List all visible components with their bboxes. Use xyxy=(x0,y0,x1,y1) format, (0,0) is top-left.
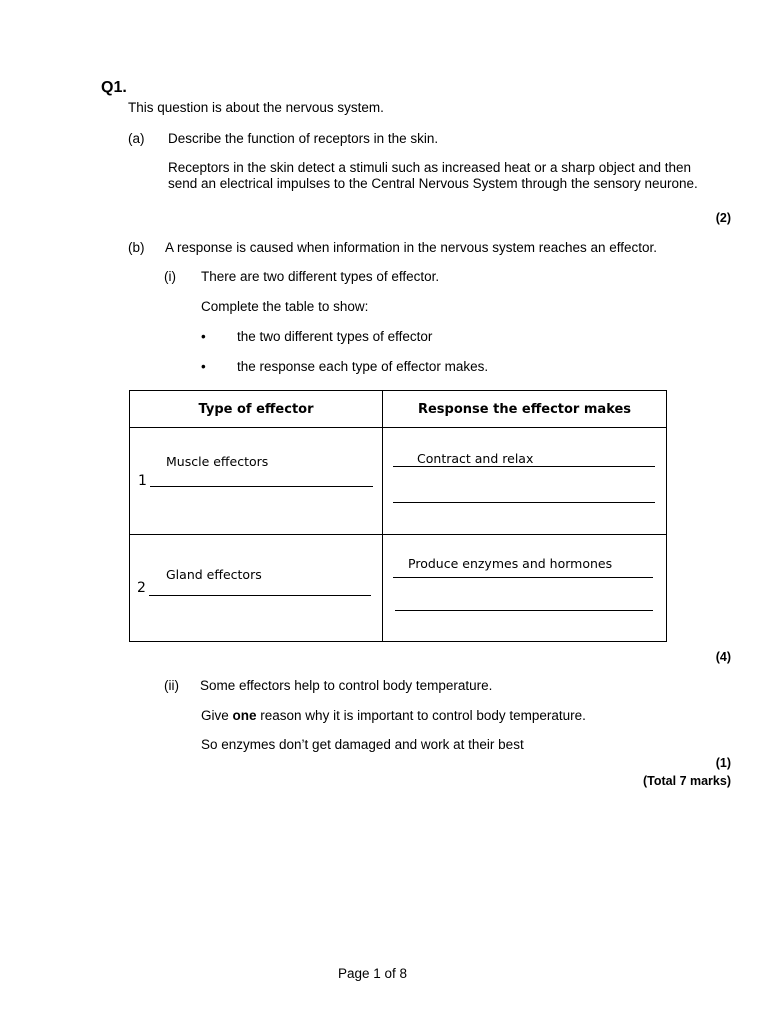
part-b-i-marks: (4) xyxy=(715,650,731,664)
part-b-ii-instruction xyxy=(201,708,586,723)
bullet-item xyxy=(201,359,488,374)
part-b-i-prompt: There are two different types of effector. xyxy=(201,269,440,284)
part-b-i-label: (i) xyxy=(164,269,176,284)
table-row xyxy=(130,535,667,642)
table-row xyxy=(130,428,667,535)
table-header-response: Response the effector makes xyxy=(383,391,667,428)
table-cell-response xyxy=(383,535,667,642)
table-cell-type xyxy=(130,535,383,642)
question-number: Q1. xyxy=(101,79,127,96)
page-number: Page 1 of 8 xyxy=(337,966,408,981)
part-b-label: (b) xyxy=(128,240,145,255)
answer-line xyxy=(150,486,373,487)
effector-response-1: Contract and relax xyxy=(417,451,534,466)
bullet-text: the response each type of effector makes. xyxy=(237,359,489,374)
answer-line xyxy=(395,610,653,611)
table-header-type: Type of effector xyxy=(130,391,383,428)
bullet-icon: • xyxy=(201,329,206,344)
instruction-text: reason why it is important to control body temperature. xyxy=(256,708,586,723)
total-marks: (Total 7 marks) xyxy=(643,774,731,788)
table-cell-type xyxy=(130,428,383,535)
part-b-ii-marks: (1) xyxy=(715,756,731,770)
bullet-text: the two different types of effector xyxy=(237,329,433,344)
table-header-row xyxy=(130,391,667,428)
effector-response-2: Produce enzymes and hormones xyxy=(408,556,613,571)
part-a-label: (a) xyxy=(128,131,145,146)
part-a-prompt: Describe the function of receptors in the skin. xyxy=(168,131,439,146)
answer-line xyxy=(393,577,653,578)
part-b-ii-label: (ii) xyxy=(164,678,179,693)
effector-table xyxy=(129,390,667,642)
bullet-item xyxy=(201,329,432,344)
question-intro: This question is about the nervous system. xyxy=(128,100,384,115)
part-b-i-instruction: Complete the table to show: xyxy=(201,299,369,314)
answer-line xyxy=(393,466,655,467)
part-b-ii-prompt: Some effectors help to control body temperature. xyxy=(200,678,493,693)
part-a-marks: (2) xyxy=(715,211,731,225)
row-number-2: 2 xyxy=(137,580,146,596)
answer-line xyxy=(149,595,371,596)
part-b-prompt: A response is caused when information in the nervous system reaches an effector. xyxy=(165,240,658,255)
part-a-answer: Receptors in the skin detect a stimuli such as increased heat or a sharp object and then send an electrical impulses to the Central Nervous System through the sensory neurone. xyxy=(168,160,698,191)
part-b-ii-answer: So enzymes don’t get damaged and work at their best xyxy=(201,737,524,752)
answer-line xyxy=(393,502,655,503)
table-cell-response xyxy=(383,428,667,535)
effector-type-1: Muscle effectors xyxy=(166,454,269,469)
instruction-emphasis: one xyxy=(232,708,257,723)
effector-type-2: Gland effectors xyxy=(166,567,262,582)
bullet-icon: • xyxy=(201,359,206,374)
instruction-text: Give xyxy=(201,708,233,723)
row-number-1: 1 xyxy=(138,473,147,489)
